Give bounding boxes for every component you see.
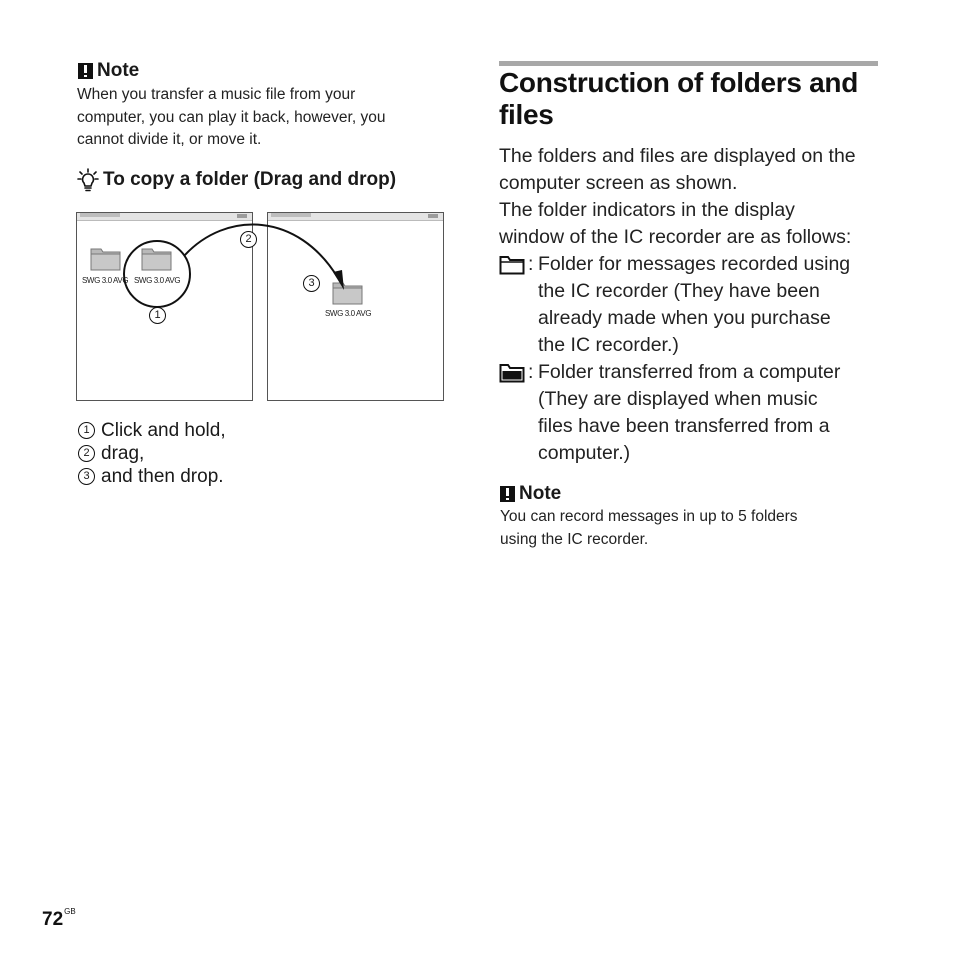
note-line: using the IC recorder. bbox=[500, 530, 649, 548]
note-exclamation-icon bbox=[500, 486, 515, 502]
intro-line: The folders and files are displayed on the bbox=[499, 145, 856, 167]
page-number-value: 72 bbox=[42, 909, 64, 930]
indicator-line: computer.) bbox=[538, 442, 631, 464]
indicator-line: the IC recorder (They have been bbox=[538, 280, 820, 302]
note-heading-label: Note bbox=[519, 483, 562, 504]
tip-heading-label: To copy a folder (Drag and drop) bbox=[103, 169, 397, 190]
marker-3: 3 bbox=[303, 275, 320, 292]
folder-label: SWG 3.0 AVG bbox=[82, 276, 129, 285]
indicator-computer-folder bbox=[499, 359, 889, 467]
indicator-line: Folder for messages recorded using bbox=[538, 253, 851, 275]
step-text: and then drop. bbox=[101, 466, 224, 487]
step-number: 1 bbox=[78, 422, 95, 439]
selection-circle bbox=[124, 241, 190, 307]
indicator-description bbox=[538, 251, 883, 359]
indicator-recorder-folder bbox=[499, 251, 889, 359]
title-line: files bbox=[499, 99, 554, 130]
folder-label: SWG 3.0 AVG bbox=[134, 276, 181, 285]
indicator-line: files have been transferred from a bbox=[538, 415, 830, 437]
note-exclamation-icon bbox=[78, 63, 93, 79]
step-1 bbox=[78, 419, 226, 442]
intro-text bbox=[499, 143, 889, 251]
step-number: 2 bbox=[78, 445, 95, 462]
intro-line: The folder indicators in the display bbox=[499, 199, 795, 221]
indicator-line: (They are displayed when music bbox=[538, 388, 818, 410]
note-heading-label: Note bbox=[97, 60, 140, 81]
intro-line: computer screen as shown. bbox=[499, 172, 738, 194]
right-note-heading bbox=[500, 483, 561, 505]
drag-path bbox=[76, 212, 446, 402]
indicator-line: Folder transferred from a computer bbox=[538, 361, 841, 383]
indicator-line: already made when you purchase bbox=[538, 307, 831, 329]
section-title bbox=[499, 67, 889, 131]
title-line: Construction of folders and bbox=[499, 67, 859, 98]
step-number: 3 bbox=[78, 468, 95, 485]
note-heading bbox=[78, 60, 139, 82]
note-text bbox=[77, 84, 457, 152]
indicator-colon: : bbox=[528, 253, 534, 275]
right-note-text bbox=[500, 506, 880, 551]
page-number bbox=[42, 909, 76, 931]
folder-filled-icon bbox=[499, 363, 525, 383]
indicator-colon: : bbox=[528, 361, 534, 383]
step-text: Click and hold, bbox=[101, 420, 226, 441]
arrow-head-icon bbox=[333, 270, 344, 290]
marker-1: 1 bbox=[149, 307, 166, 324]
section-rule bbox=[499, 61, 878, 66]
indicator-line: the IC recorder.) bbox=[538, 334, 679, 356]
intro-line: window of the IC recorder are as follows: bbox=[499, 226, 852, 248]
tip-heading bbox=[77, 168, 396, 192]
indicator-description bbox=[538, 359, 883, 467]
note-line: cannot divide it, or move it. bbox=[77, 131, 262, 148]
drag-drop-diagram bbox=[76, 212, 446, 402]
step-2 bbox=[78, 442, 144, 465]
step-text: drag, bbox=[101, 443, 145, 464]
drag-arrow bbox=[184, 225, 338, 278]
folder-label: SWG 3.0 AVG bbox=[325, 309, 372, 318]
note-line: You can record messages in up to 5 folders bbox=[500, 508, 798, 525]
marker-2: 2 bbox=[240, 231, 257, 248]
note-line: When you transfer a music file from your bbox=[77, 86, 356, 103]
page-number-suffix: GB bbox=[64, 907, 76, 916]
lightbulb-hint-icon bbox=[77, 168, 99, 192]
folder-outline-icon bbox=[499, 255, 525, 275]
step-3 bbox=[78, 465, 224, 488]
note-line: computer, you can play it back, however, you bbox=[77, 108, 386, 126]
